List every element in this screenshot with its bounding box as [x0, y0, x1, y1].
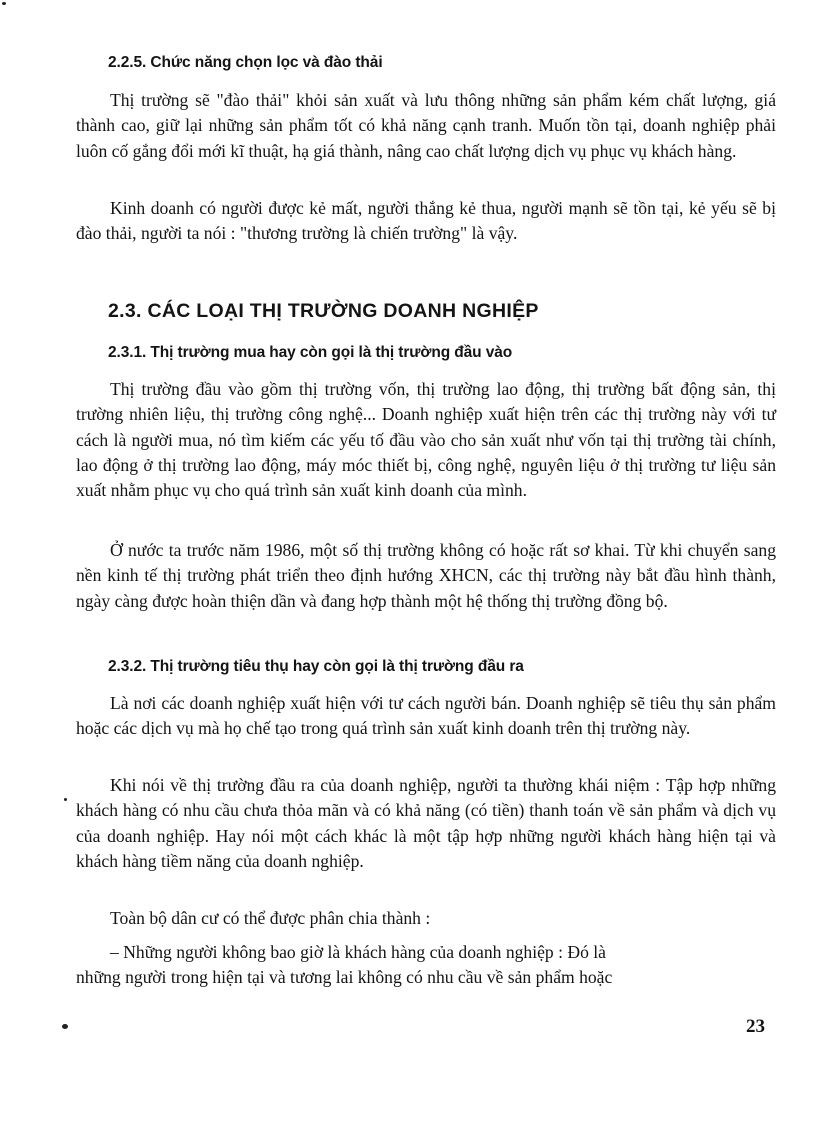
- section-2-3-1-paragraph-1: Thị trường đầu vào gồm thị trường vốn, thị trường lao động, thị trường bất động sản, thị trường nhiên liệu, thị trường công nghệ... Doanh nghiệp xuất hiện trên các thị trường này với tư cách là người mua, nó tìm kiếm các yếu tố đầu vào cho sản xuất như vốn tại thị trường tài chính, lao động ở thị trường lao động, máy móc thiết bị, công nghệ, nguyên liệu ở thị trường tư liệu sản xuất nhằm phục vụ cho quá trình sản xuất kinh doanh của mình.: [76, 379, 776, 501]
- page-number: 23: [746, 1016, 765, 1037]
- section-2-3-2-paragraph-1: Là nơi các doanh nghiệp xuất hiện với tư cách người bán. Doanh nghiệp sẽ tiêu thụ sản phẩm hoặc các dịch vụ mà họ chế tạo trong quá trình sản xuất kinh doanh trên thị trường này.: [76, 693, 776, 739]
- section-2-3-2-paragraph-4-line-2: những người trong hiện tại và tương lai không có nhu cầu về sản phẩm hoặc: [76, 967, 613, 987]
- section-2-2-5-paragraph-2: Kinh doanh có người được kẻ mất, người thắng kẻ thua, người mạnh sẽ tồn tại, kẻ yếu sẽ bị đào thải, người ta nói : "thương trường là chiến trường" là vậy.: [76, 198, 776, 244]
- scan-speck: [64, 798, 67, 801]
- section-2-3-2-paragraph-4-line-1: – Những người không bao giờ là khách hàng của doanh nghiệp : Đó là: [110, 942, 606, 962]
- section-2-2-5-paragraph-1: Thị trường sẽ "đào thải" khỏi sản xuất và lưu thông những sản phẩm kém chất lượng, giá thành cao, giữ lại những sản phẩm tốt có khả năng cạnh tranh. Muốn tồn tại, doanh nghiệp phải luôn cố gắng đổi mới kĩ thuật, hạ giá thành, nâng cao chất lượng dịch vụ phục vụ khách hàng.: [76, 90, 776, 161]
- section-2-3-2-paragraph-2: Khi nói về thị trường đầu ra của doanh nghiệp, người ta thường khái niệm : Tập hợp những khách hàng có nhu cầu chưa thỏa mãn và có khả năng (có tiền) thanh toán về sản phẩm và dịch vụ của doanh nghiệp. Hay nói một cách khác là một tập hợp những người khách hàng hiện tại và khách hàng tiềm năng của doanh nghiệp.: [76, 775, 776, 871]
- section-2-3-2-heading: 2.3.2. Thị trường tiêu thụ hay còn gọi là thị trường đầu ra: [108, 658, 524, 675]
- section-2-3-heading: 2.3. CÁC LOẠI THỊ TRƯỜNG DOANH NGHIỆP: [108, 300, 539, 322]
- section-2-2-5-heading: 2.2.5. Chức năng chọn lọc và đào thải: [108, 54, 383, 71]
- scan-speck: [62, 1024, 68, 1029]
- section-2-3-1-heading: 2.3.1. Thị trường mua hay còn gọi là thị trường đầu vào: [108, 344, 513, 361]
- section-2-3-1-paragraph-2: Ở nước ta trước năm 1986, một số thị trường không có hoặc rất sơ khai. Từ khi chuyển sang nền kinh tế thị trường phát triển theo định hướng XHCN, các thị trường này bắt đầu hình thành, ngày càng được hoàn thiện dần và đang hợp thành một hệ thống thị trường đồng bộ.: [76, 540, 776, 611]
- section-2-3-2-paragraph-3: Toàn bộ dân cư có thể được phân chia thành :: [110, 908, 431, 928]
- scan-speck: [2, 2, 6, 5]
